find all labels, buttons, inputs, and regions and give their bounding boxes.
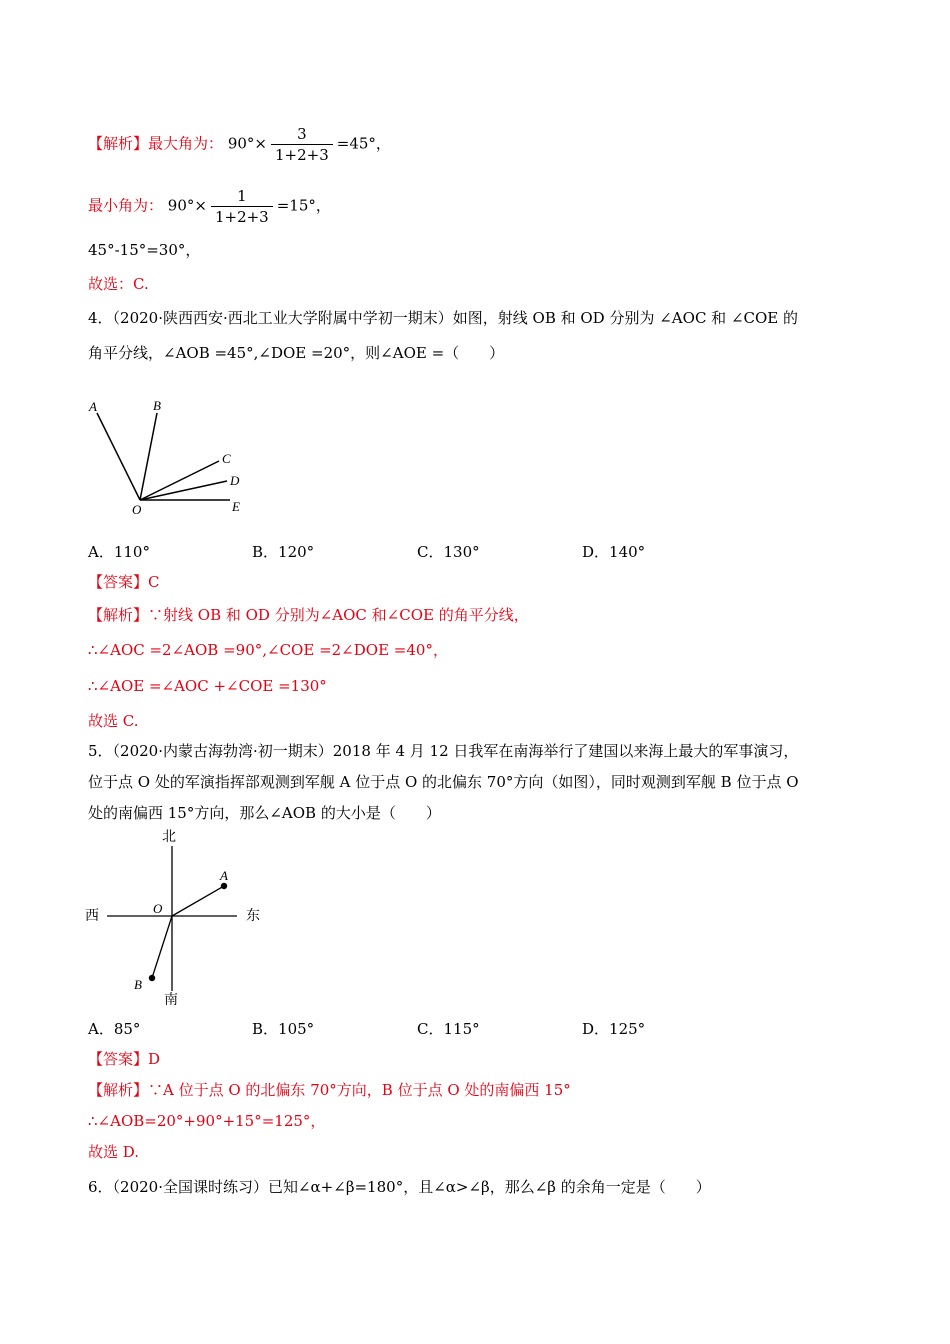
ray-oa bbox=[172, 886, 224, 916]
q4-option-b: B．120° bbox=[252, 543, 315, 561]
ray-oa bbox=[97, 413, 140, 500]
label-a: A bbox=[89, 399, 97, 414]
max-angle-label: 最大角为： bbox=[148, 134, 224, 153]
ray-oc bbox=[140, 461, 219, 500]
q3-solution-min bbox=[88, 186, 331, 227]
q4-stem-line1: 4．（2020·陕西西安·西北工业大学附属中学初一期末）如图，射线 OB 和 OD 分别为 ∠AOC 和 ∠COE 的 bbox=[88, 309, 799, 327]
label-south: 南 bbox=[164, 993, 178, 1008]
q3-choice: 故选：C. bbox=[88, 275, 149, 293]
jiexi-tag: 【解析】 bbox=[88, 134, 149, 153]
label-e: E bbox=[232, 499, 240, 514]
q6-stem: 6．（2020·全国课时练习）已知∠α+∠β=180°，且∠α>∠β，那么∠β 的余角一定是（ ） bbox=[88, 1178, 711, 1196]
max-post: =45°， bbox=[336, 134, 391, 153]
q4-option-c: C．130° bbox=[417, 543, 480, 561]
q5-stem-line1: 5．（2020·内蒙古海勃湾·初一期末）2018 年 4 月 12 日我军在南海举行了建国以来海上最大的军事演习， bbox=[88, 742, 799, 760]
min-fraction bbox=[211, 186, 273, 227]
max-num: 3 bbox=[297, 125, 307, 143]
max-pre: 90°× bbox=[227, 134, 267, 153]
max-fraction bbox=[271, 124, 333, 165]
q5-answer: 【答案】D bbox=[88, 1050, 161, 1068]
q5-stem-line2: 位于点 O 处的军演指挥部观测到军舰 A 位于点 O 的北偏东 70°方向（如图），同时观测到军舰 B 位于点 O bbox=[88, 773, 799, 791]
min-angle-label: 最小角为： bbox=[88, 196, 164, 215]
q3-diff: 45°-15°=30°， bbox=[88, 241, 201, 259]
q4-option-a: A．110° bbox=[88, 543, 150, 561]
q5-stem-line3: 处的南偏西 15°方向，那么∠AOB 的大小是（ ） bbox=[88, 804, 441, 822]
label-d: D bbox=[230, 473, 240, 488]
point-b bbox=[149, 975, 155, 981]
min-num: 1 bbox=[237, 187, 247, 205]
min-den: 1+2+3 bbox=[211, 206, 273, 227]
label-north: 北 bbox=[162, 830, 176, 845]
ray-ob bbox=[152, 916, 172, 978]
point-a bbox=[221, 883, 227, 889]
q5-option-b: B．105° bbox=[252, 1020, 315, 1038]
q3-solution-max bbox=[88, 124, 391, 165]
q4-stem-line2: 角平分线，∠AOB =45°,∠DOE =20°，则∠AOE =（ ） bbox=[88, 344, 505, 362]
q5-figure bbox=[82, 826, 272, 1008]
q5-choice: 故选 D. bbox=[88, 1143, 140, 1161]
q4-solution-3: ∴∠AOE =∠AOC +∠COE =130° bbox=[88, 677, 327, 695]
label-east: 东 bbox=[246, 909, 260, 924]
ray-ob bbox=[140, 413, 157, 500]
min-post: =15°， bbox=[276, 196, 331, 215]
label-b: B bbox=[153, 398, 161, 413]
q4-solution-1: 【解析】∵射线 OB 和 OD 分别为∠AOC 和∠COE 的角平分线， bbox=[88, 606, 529, 624]
min-pre: 90°× bbox=[167, 196, 207, 215]
label-o: O bbox=[153, 901, 163, 916]
q5-option-c: C．115° bbox=[417, 1020, 480, 1038]
label-a: A bbox=[220, 868, 228, 883]
q4-option-d: D．140° bbox=[582, 543, 646, 561]
q4-answer: 【答案】C bbox=[88, 573, 160, 591]
label-west: 西 bbox=[85, 909, 99, 924]
ray-od bbox=[140, 481, 227, 500]
q4-choice: 故选 C. bbox=[88, 712, 139, 730]
q5-option-a: A．85° bbox=[88, 1020, 141, 1038]
q5-solution-2: ∴∠AOB=20°+90°+15°=125°， bbox=[88, 1112, 326, 1130]
label-c: C bbox=[222, 451, 231, 466]
q5-solution-1: 【解析】∵A 位于点 O 的北偏东 70°方向，B 位于点 O 处的南偏西 15° bbox=[88, 1081, 571, 1099]
q4-figure bbox=[85, 395, 255, 520]
max-den: 1+2+3 bbox=[271, 144, 333, 165]
q5-option-d: D．125° bbox=[582, 1020, 646, 1038]
label-b: B bbox=[134, 977, 142, 992]
q4-solution-2: ∴∠AOC =2∠AOB =90°,∠COE =2∠DOE =40°， bbox=[88, 641, 448, 659]
label-o: O bbox=[132, 502, 142, 517]
